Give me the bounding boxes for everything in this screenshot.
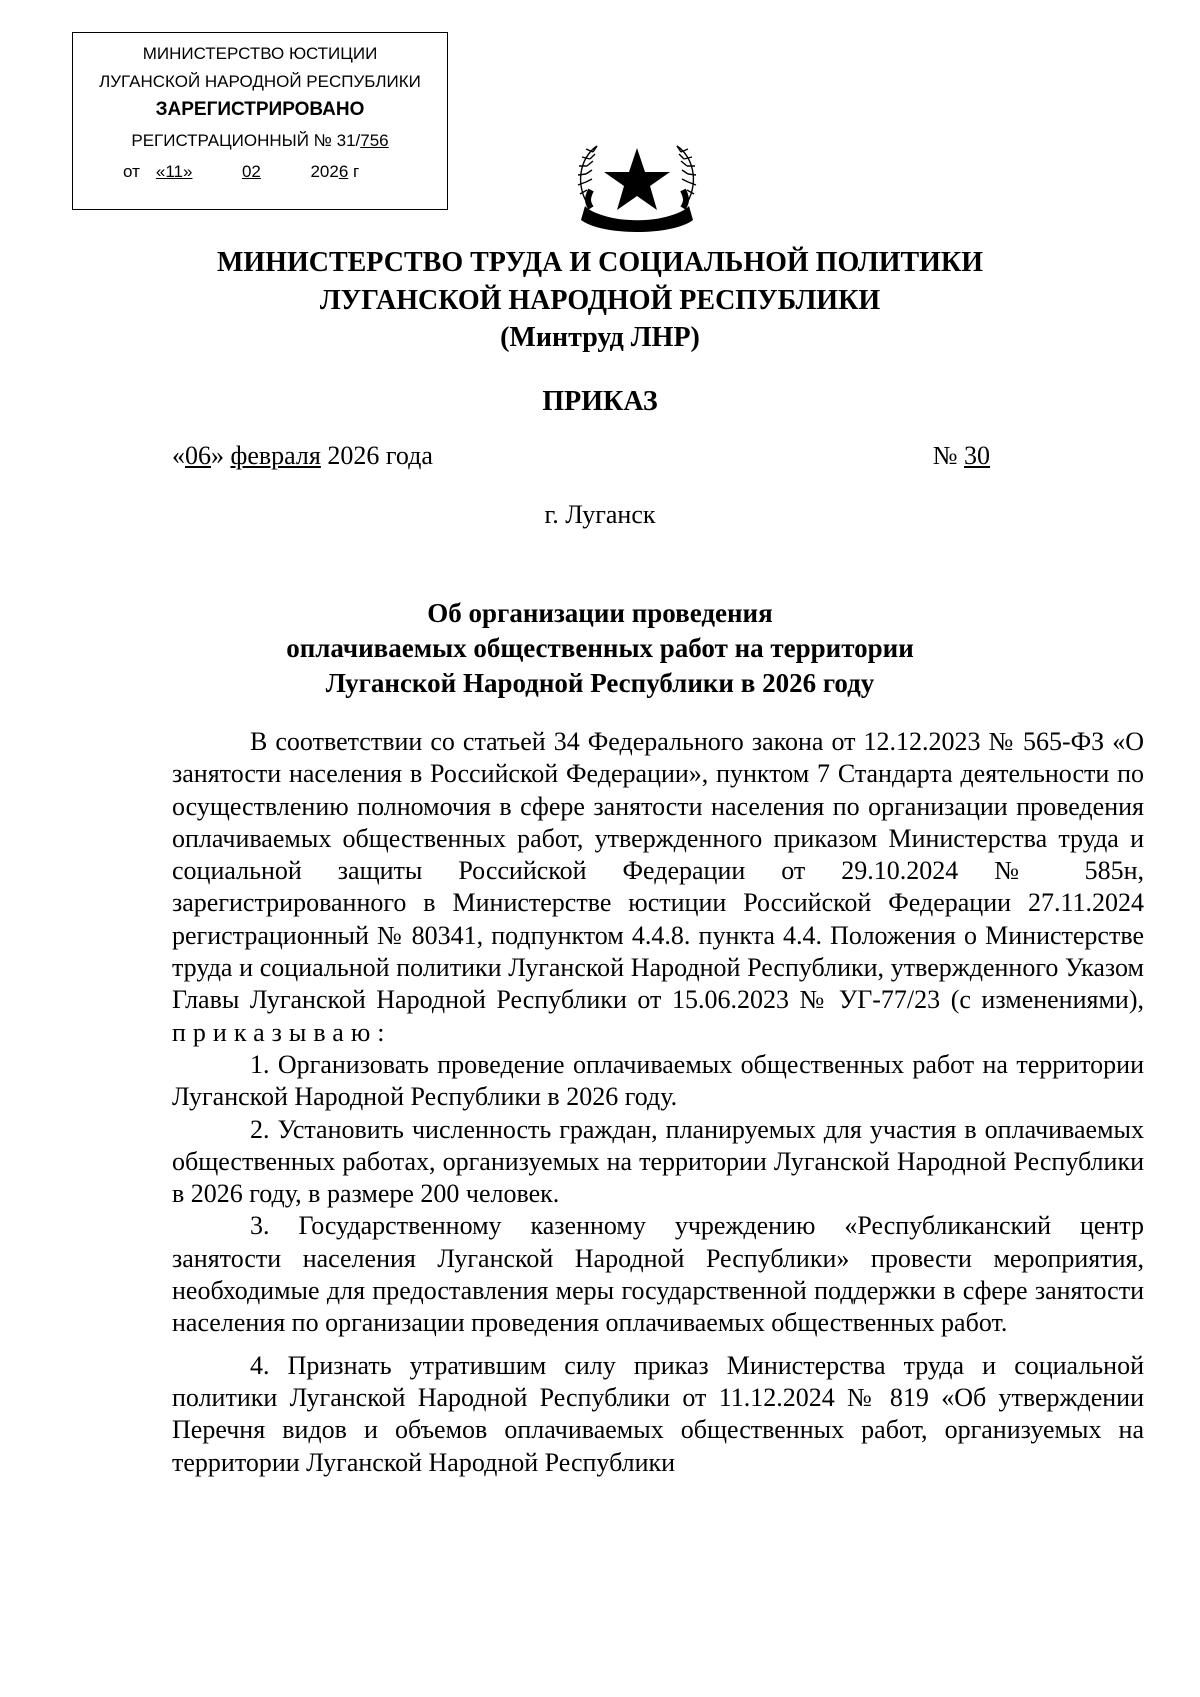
ministry-name-line1: МИНИСТЕРСТВО ТРУДА И СОЦИАЛЬНОЙ ПОЛИТИКИ — [216, 247, 984, 278]
order-title-line3: Луганской Народной Республики в 2026 году — [325, 668, 875, 698]
order-date-month: февраля — [230, 441, 321, 470]
registration-stamp — [72, 32, 448, 210]
order-preamble-text: В соответствии со статьей 34 Федерального закона от 12.12.2023 № 565-ФЗ «О занятости населения в Российской Федерации», пунктом 7 Стандарта деятельности по осуществлению полномочия в сфере занятости населения по организации проведения оплачиваемых общественных работ, утвержденного приказом Министерства труда и социальной защиты Российской Федерации от 29.10.2024 № 585н, зарегистрированного в Министерстве юстиции Российской Федерации 27.11.2024 регистрационный № 80341, подпунктом 4.4.8. пункта 4.4. Положения о Министерстве труда и социальной политики Луганской Народной Республики, утвержденного Указом Главы Луганской Народной Республики от 15.06.2023 № УГ-77/23 (с изменениями), — [172, 727, 1144, 1015]
order-title — [0, 596, 1200, 701]
stamp-reg-label: РЕГИСТРАЦИОННЫЙ № 31/ — [131, 131, 361, 150]
order-title-line1: Об организации проведения — [427, 598, 773, 628]
order-item-2: 2. Установить численность граждан, планируемых для участия в оплачиваемых общественных работах, организуемых на территории Луганской Народной Республики в 2026 году, в размере 200 человек. — [172, 1114, 1144, 1209]
stamp-date-month: 02 — [241, 162, 261, 181]
lnr-coat-of-arms-icon — [557, 128, 717, 238]
order-date — [172, 441, 433, 470]
order-item-1: 1. Организовать проведение оплачиваемых общественных работ на территории Луганской Народной Республики в 2026 году. — [172, 1049, 1144, 1112]
stamp-date — [123, 161, 447, 183]
stamp-date-year-prefix: 202 — [310, 162, 339, 181]
ministry-short-name: (Минтруд ЛНР) — [500, 322, 700, 353]
order-number — [933, 441, 990, 471]
stamp-republic-line: ЛУГАНСКОЙ НАРОДНОЙ РЕСПУБЛИКИ — [99, 72, 421, 91]
stamp-date-year-suffix: г — [353, 162, 360, 181]
order-date-number-row — [172, 441, 990, 471]
stamp-reg-number-value: 756 — [360, 131, 389, 150]
stamp-ministry-line: МИНИСТЕРСТВО ЮСТИЦИИ — [142, 44, 378, 63]
order-preamble — [172, 726, 1144, 1049]
stamp-date-day: «11» — [155, 162, 193, 181]
order-item-4: 4. Признать утратившим силу приказ Министерства труда и социальной политики Луганской Народной Республики от 11.12.2024 № 819 «Об утверждении Перечня видов и объемов оплачиваемых общественных работ, организуемых на территории Луганской Народной Республики — [172, 1350, 1144, 1477]
order-date-day: 06 — [185, 441, 211, 470]
stamp-date-year-last: 6 — [338, 162, 349, 181]
order-directive-word: приказываю: — [172, 1017, 392, 1047]
ministry-name-line2: ЛУГАНСКОЙ НАРОДНОЙ РЕСПУБЛИКИ — [319, 285, 881, 316]
stamp-registered-label: ЗАРЕГИСТРИРОВАНО — [155, 99, 365, 120]
order-date-open: « — [172, 441, 185, 470]
stamp-registration-number — [73, 130, 447, 152]
order-city: г. Луганск — [544, 500, 656, 529]
stamp-date-prefix: от — [123, 162, 140, 181]
order-date-mid: » — [211, 441, 231, 470]
order-body — [172, 726, 1144, 1479]
order-number-label: № — [932, 441, 964, 470]
order-item-3: 3. Государственному казенному учреждению «Республиканский центр занятости населения Луганской Народной Республики» провести мероприятия, необходимые для предоставления меры государственной поддержки в сфере занятости населения по организации проведения оплачиваемых общественных работ. — [172, 1211, 1144, 1338]
document-type-title: ПРИКАЗ — [542, 386, 658, 417]
order-date-year: 2026 года — [320, 441, 433, 470]
order-title-line2: оплачиваемых общественных работ на территории — [286, 633, 914, 663]
order-number-value: 30 — [964, 441, 990, 470]
